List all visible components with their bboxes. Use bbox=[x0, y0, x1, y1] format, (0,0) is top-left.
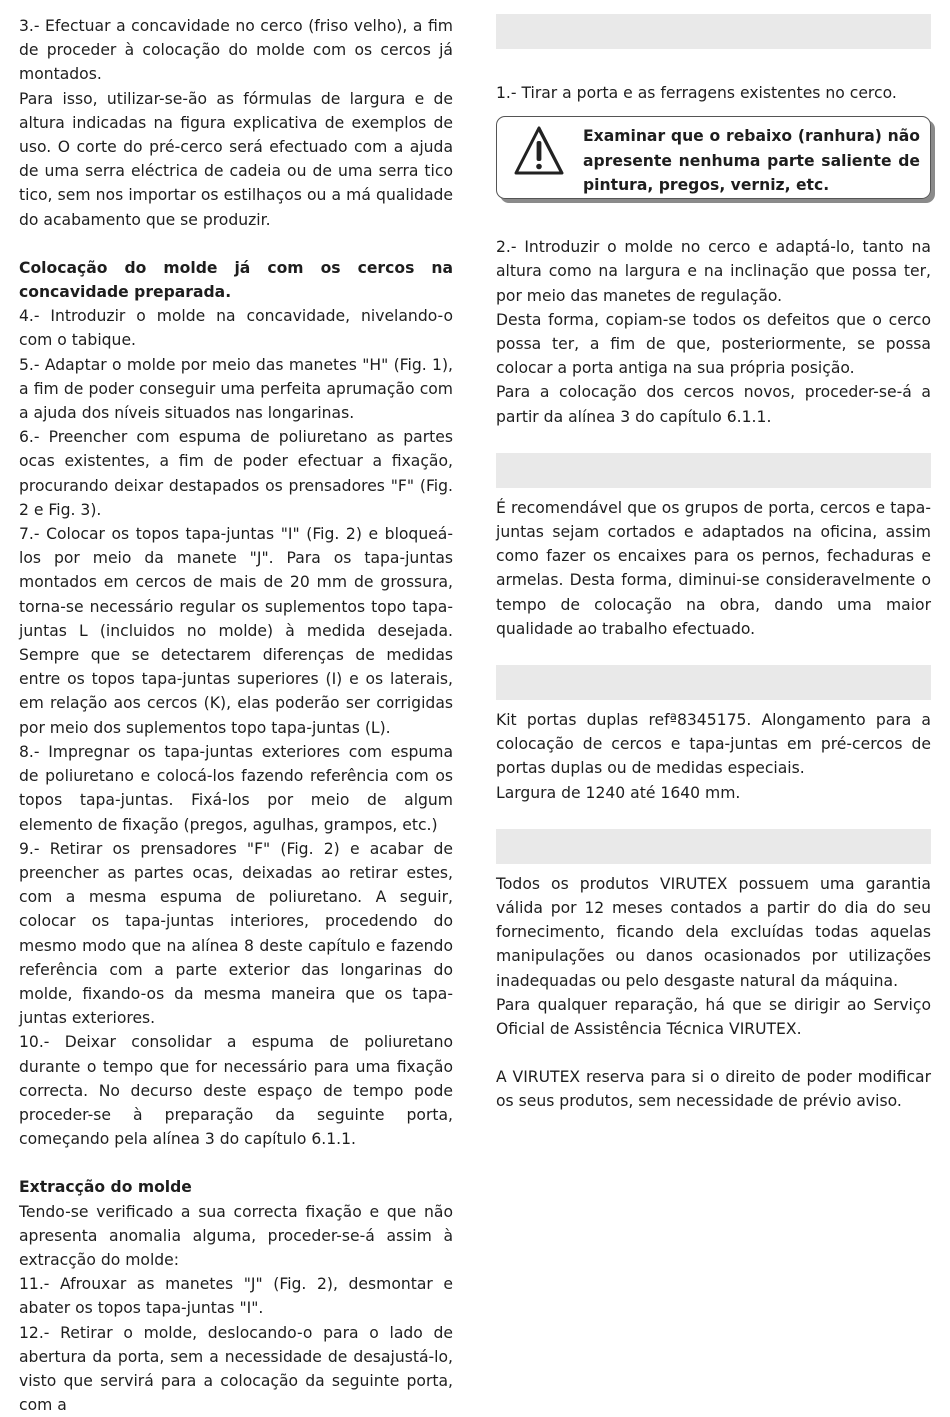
paragraph-extraction-intro: Tendo-se verificado a sua correcta fixação e que não apresenta anomalia alguma, proceder-se-á assim à extracção do molde: bbox=[19, 1202, 453, 1269]
paragraph-copy-defects: Desta forma, copiam-se todos os defeitos que o cerco possa ter, a fim de que, posteriormente, se possa colocar a porta antiga na sua própria posição. bbox=[496, 310, 931, 378]
paragraph-new-frames: Para a colocação dos cercos novos, proceder-se-á a partir da alínea 3 do capítulo 6.1.1. bbox=[496, 383, 931, 426]
right-column bbox=[496, 14, 931, 1114]
paragraph-step-12: 12.- Retirar o molde, deslocando-o para o lado de abertura da porta, sem a necessidade de desajustá-lo, visto que servirá para a colocação da seguinte porta, com a bbox=[19, 1323, 453, 1415]
heading-placement: Colocação do molde já com os cercos na concavidade preparada. bbox=[19, 258, 453, 302]
paragraph-warranty: Todos os produtos VIRUTEX possuem uma garantia válida por 12 meses contados a partir do dia do seu fornecimento, ficando dela excluídas todas aquelas manipulações ou danos ocasionados por utilizações inadequadas ou pelo desgaste natural da máquina. bbox=[496, 874, 931, 990]
paragraph-step-5: 5.- Adaptar o molde por meio das manetes "H" (Fig. 1), a fim de poder conseguir uma perfeita aprumação com a ajuda dos níveis situados nas longarinas. bbox=[19, 355, 453, 423]
paragraph-double-door-kit: Kit portas duplas refª8345175. Alongamento para a colocação de cercos e tapa-juntas em pré-cercos de portas duplas ou de medidas especiais. bbox=[496, 711, 931, 778]
paragraph-workshop-recommendation: É recomendável que os grupos de porta, cercos e tapa-juntas sejam cortados e adaptados na oficina, assim como fazer os encaixes para os pernos, fechaduras e armelas. Desta forma, diminui-se consideravelmente o tempo de colocação na obra, dando uma maior qualidade ao trabalho efectuado. bbox=[496, 498, 931, 638]
section-header-band bbox=[496, 665, 931, 700]
heading-extraction: Extracção do molde bbox=[19, 1178, 192, 1197]
paragraph-step-7: 7.- Colocar os topos tapa-juntas "I" (Fig. 2) e bloqueá-los por meio da manete "J". Para os tapa-juntas montados em cercos de mais de 20 mm de grossura, torna-se necessário regular os suplementos topo tapa-juntas L (incluidos no molde) à medida desejada. Sempre que se detectarem diferenças de medidas entre os topos tapa-juntas superiores (I) e os laterais, em relação aos cercos (K), elas poderão ser corrigidas por meio dos suplementos topo tapa-juntas (L). bbox=[19, 525, 453, 737]
paragraph-width-range: Largura de 1240 até 1640 mm. bbox=[496, 783, 741, 802]
left-column bbox=[19, 14, 453, 1417]
paragraph-remove-door: 1.- Tirar a porta e as ferragens existentes no cerco. bbox=[496, 84, 897, 102]
paragraph-introduce-mold: 2.- Introduzir o molde no cerco e adaptá-lo, tanto na altura como na largura e na inclinação que possa ter, por meio das manetes de regulação. bbox=[496, 238, 931, 305]
paragraph-repair-service: Para qualquer reparação, há que se dirigir ao Serviço Oficial de Assistência Técnica VIRUTEX. bbox=[496, 995, 931, 1039]
paragraph-step-3: 3.- Efectuar a concavidade no cerco (friso velho), a fim de proceder à colocação do molde com os cercos já montados. bbox=[19, 17, 453, 84]
section-header-band bbox=[496, 14, 931, 49]
paragraph-step-9: 9.- Retirar os prensadores "F" (Fig. 2) e acabar de preencher as partes ocas, deixadas ao retirar estes, com a mesma espuma de poliuretano. A seguir, colocar os tapa-juntas interiores, procedendo do mesmo modo que na alínea 8 deste capítulo e fazendo referência com a parte exterior das longarinas do molde, fixando-os da mesma maneira que os tapa-juntas exteriores. bbox=[19, 839, 453, 1028]
warning-triangle-icon bbox=[513, 125, 565, 177]
warning-box bbox=[496, 116, 931, 199]
section-header-band bbox=[496, 829, 931, 864]
paragraph-step-11: 11.- Afrouxar as manetes "J" (Fig. 2), desmontar e abater os topos tapa-juntas "I". bbox=[19, 1275, 453, 1318]
paragraph-step-4: 4.- Introduzir o molde na concavidade, nivelando-o com o tabique. bbox=[19, 307, 453, 350]
paragraph-step-10: 10.- Deixar consolidar a espuma de poliuretano durante o tempo que for necessário para uma fixação correcta. No decurso deste espaço de tempo pode proceder-se à preparação da seguinte porta, começando pela alínea 3 do capítulo 6.1.1. bbox=[19, 1033, 453, 1149]
warning-text: Examinar que o rebaixo (ranhura) não apresente nenhuma parte saliente de pintura, pregos, verniz, etc. bbox=[583, 127, 920, 195]
paragraph-step-6: 6.- Preencher com espuma de poliuretano as partes ocas existentes, a fim de poder efectuar a fixação, procurando deixar destapados os prensadores "F" (Fig. 2 e Fig. 3). bbox=[19, 428, 453, 519]
paragraph-rights-reserved: A VIRUTEX reserva para si o direito de poder modificar os seus produtos, sem necessidade de prévio aviso. bbox=[496, 1068, 931, 1111]
paragraph-step-8: 8.- Impregnar os tapa-juntas exteriores com espuma de poliuretano e colocá-los fazendo referência com os topos tapa-juntas. Fixá-los por meio de algum elemento de fixação (pregos, agulhas, grampos, etc.) bbox=[19, 742, 453, 834]
section-header-band bbox=[496, 453, 931, 488]
paragraph-formulas: Para isso, utilizar-se-ão as fórmulas de largura e de altura indicadas na figura explicativa de exemplos de uso. O corte do pré-cerco será efectuado com a ajuda de uma serra eléctrica de cadeia ou de uma serra tico tico, sem nos importar os estilhaços ou a má qualidade do acabamento que se produzir. bbox=[19, 89, 453, 229]
